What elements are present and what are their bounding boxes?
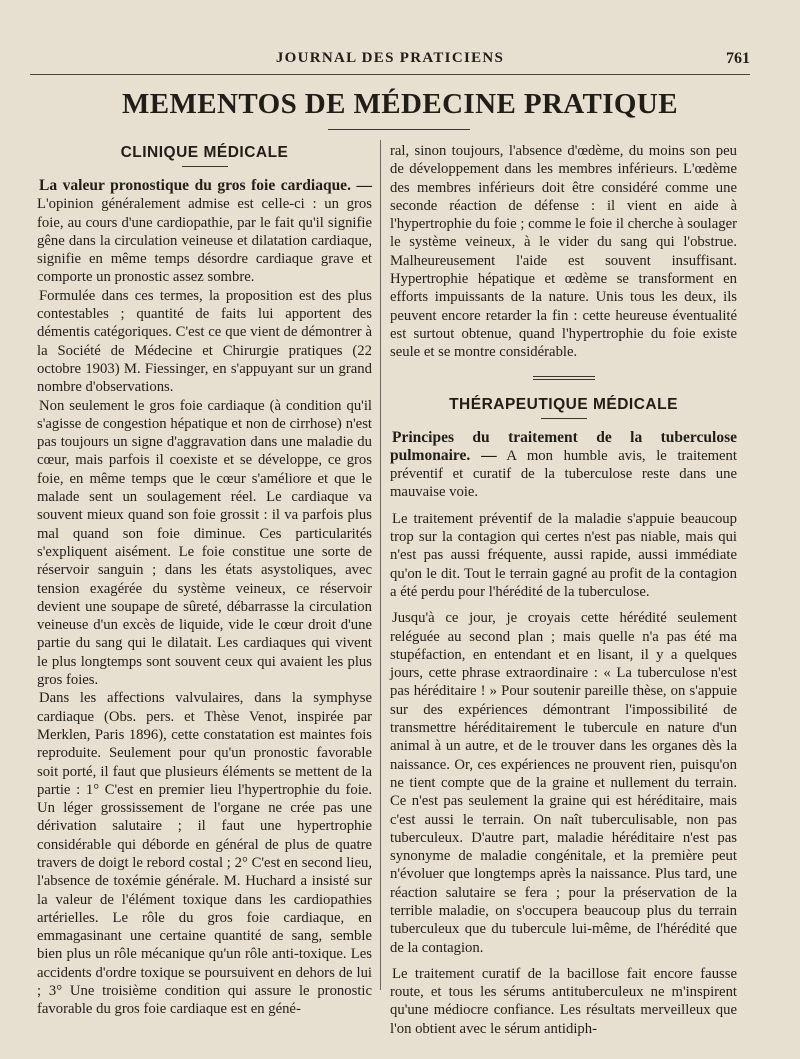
article-paragraph: Le traitement curatif de la bacillose fait encore fausse route, et tous les sérums antituberculeux ne m'inspirent qu'une médiocre confiance. Les résultats merveilleux que l'on obtient avec le sérum antidiph-	[390, 965, 737, 1037]
article-paragraph: Non seulement le gros foie cardiaque (à condition qu'il s'agisse de congestion hépatique et non de cirrhose) n'est pas toujours un signe d'aggravation dans une maladie du cœur, mais parfois il coexiste et se développe, ce gros foie, en même temps que le cœur s'améliore et que le malade sent un soulagement réel. Le cardiaque va souvent mieux quand son foie grossit : il va parfois plus mal quand son foie diminue. Ces particularités s'expliquent aisément. Le foie constitue une sorte de réservoir sanguin ; dans les états asystoliques, avec tension exagérée du système veineux, ce réservoir devient une soupape de sûreté, débarrasse la circulation veineuse d'un excès de liquide, vide le cœur droit d'une partie du sang qui le dilatait. Les cardiaques qui vivent le plus longtemps sont souvent ceux qui avaient les plus gros foies.	[37, 397, 372, 689]
running-title: JOURNAL DES PRATICIENS	[275, 50, 505, 66]
right-column	[390, 142, 737, 1038]
article-lead-paragraph	[390, 429, 737, 502]
page-title: MEMENTOS DE MÉDECINE PRATIQUE	[122, 88, 678, 120]
left-column	[37, 142, 372, 1019]
article-lead-text: A mon humble avis, le traitement préventif et curatif de la tuberculose reste dans une mauvaise voie.	[390, 447, 737, 501]
section-title-clinique: CLINIQUE MÉDICALE	[120, 144, 289, 161]
running-header	[30, 50, 750, 75]
page-number: 761	[726, 50, 750, 67]
article-paragraph: Jusqu'à ce jour, je croyais cette hérédité seulement reléguée au second plan ; mais quelle n'a pas été ma stupéfaction, en entendant et en lisant, il y a quelques jours, cette phrase extraordinaire : « La tuberculose n'est pas héréditaire ! » Pour soutenir pareille thèse, on s'appuie sur des expériences démontrant l'impossibilité de transmettre héréditairement le tubercule en nature d'un animal à un autre, et de le trouver dans les organes dès la naissance. Or, ces expériences ne prouvent rien, puisqu'on ne tient compte que de la graine et nullement du terrain. Ce n'est pas seulement la graine qui est héréditaire, mais c'est aussi le terrain. On naît tuberculisable, non pas tuberculeux. D'autre part, maladie héréditaire n'est pas synonyme de maladie congénitale, et la première peut n'évoluer que longtemps après la naissance. Plus tard, une réaction salutaire se fera ; pour la préservation de la terrible maladie, on s'occupera beaucoup plus du terrain tuberculeux que du tubercule lui-même, de l'hérédité que de la contagion.	[390, 610, 737, 956]
article-lead-title: La valeur pronostique du gros foie cardiaque. —	[39, 177, 372, 194]
column-divider	[380, 140, 381, 990]
section-rule	[541, 418, 587, 419]
double-rule-separator	[533, 376, 595, 380]
article-paragraph: Le traitement préventif de la maladie s'appuie beaucoup trop sur la contagion qui certes n'est pas niable, mais qui n'est pas aussi fréquente, aussi rapide, aussi immédiate qu'on le dit. Tout le terrain gagné au profit de la contagion a été perdu pour l'hérédité de la tuberculose.	[390, 510, 737, 600]
article-paragraph: Formulée dans ces termes, la proposition est des plus contestables ; quantité de faits lui apportent des démentis catégoriques. C'est ce que vient de démontrer à la Société de Médecine et Chirurgie pratiques (22 octobre 1903) M. Fiessinger, en s'appuyant sur un grand nombre d'observations.	[37, 287, 372, 396]
section-title-therapeutique: THÉRAPEUTIQUE MÉDICALE	[449, 395, 678, 413]
article-lead-title: Principes du traitement de la tuberculose pulmonaire. —	[390, 428, 737, 464]
article-lead-text: L'opinion généralement admise est celle-ci : un gros foie, au cours d'une cardiopathie, par le fait qu'il signifie gêne dans la circulation veineuse et dilatation cardiaque, signifie en même temps désordre cardiaque grave et comporte un pronostic assez sombre.	[37, 196, 372, 286]
article-paragraph: Dans les affections valvulaires, dans la symphyse cardiaque (Obs. pers. et Thèse Venot, inspirée par Merklen, Paris 1896), cette constatation est maintes fois reproduite. Seulement pour qu'un pronostic favorable soit porté, il faut que plusieurs éléments se mettent de la partie : 1° C'est en premier lieu l'hypertrophie du foie. Un léger grossissement de l'organe ne crée pas une dérivation salutaire ; il faut une hypertrophie considérable qui déborde en général de plus de quatre travers de doigt le rebord costal ; 2° C'est en second lieu, l'absence de toxémie générale. M. Huchard a insisté sur la valeur de l'élément toxique dans les cardiopathies artérielles. Le rôle du gros foie cardiaque, en emmagasinant une certaine quantité de sang, semble bien plus un rôle mécanique qu'un rôle anti-toxique. Les accidents d'ordre toxique se poursuivent en dehors de lui ; 3° Une troisième condition qui assure le pronostic favorable du gros foie cardiaque est en géné-	[37, 690, 372, 1018]
title-rule	[328, 129, 470, 130]
section-rule	[182, 166, 228, 167]
article-lead-paragraph	[37, 177, 372, 287]
article-continuation: ral, sinon toujours, l'absence d'œdème, du moins son peu de développement dans les membres inférieurs. L'œdème des membres inférieurs doit être considéré comme une seconde réaction de défense : il vient en aide à l'hypertrophie du foie ; comme le foie il cherche à soulager le système veineux, à le vider du sang qui l'obstrue. Malheureusement l'aide est souvent insuffisant. Hypertrophie hépatique et œdème se transforment en efforts impuissants de la nature. Unis tous les deux, ils peuvent encore retarder la fin : cette heureuse éventualité est surtout obtenue, quand l'hypertrophie du foie existe seule et se montre considérable.	[390, 143, 737, 361]
